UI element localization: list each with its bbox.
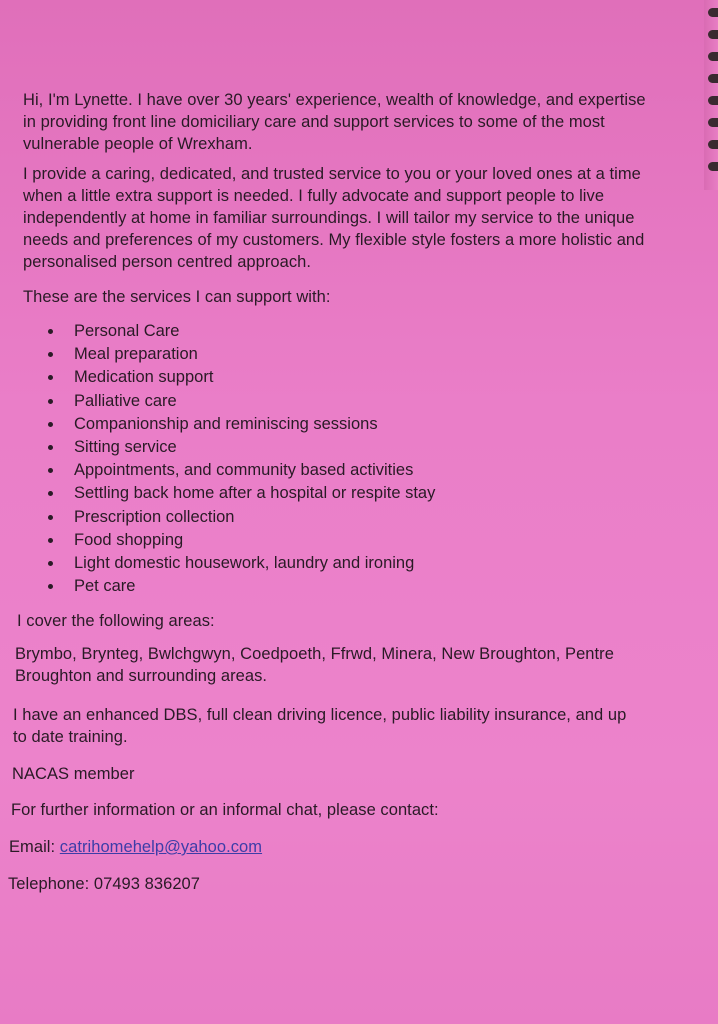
service-label: Meal preparation [74, 345, 198, 364]
bullet-icon [48, 515, 53, 520]
intro-line: Hi, I'm Lynette. I have over 30 years' experience, wealth of knowledge, and expertise [23, 91, 646, 109]
email-label: Email: [9, 838, 56, 856]
service-label: Food shopping [74, 530, 184, 549]
service-label: Prescription collection [74, 507, 235, 526]
bullet-icon [48, 445, 53, 450]
service-label: Appointments, and community based activities [74, 461, 414, 480]
email-line [9, 836, 262, 858]
telephone-text: Telephone: 07493 836207 [8, 875, 200, 893]
service-label: Sitting service [74, 437, 177, 456]
service-label: Companionship and reminiscing sessions [74, 414, 378, 433]
bullet-icon [48, 561, 53, 566]
bullet-icon [48, 399, 53, 404]
intro-line: vulnerable people of Wrexham. [23, 135, 253, 153]
email-link[interactable]: catrihomehelp@yahoo.com [59, 838, 263, 856]
services-heading: These are the services I can support with: [23, 288, 331, 306]
bullet-icon [48, 538, 53, 543]
areas-line: Broughton and surrounding areas. [15, 667, 268, 685]
about-line: when a little extra support is needed. I fully advocate and support people to live [23, 187, 605, 205]
about-paragraph [23, 163, 644, 273]
membership-text: NACAS member [12, 765, 135, 783]
credentials-line: I have an enhanced DBS, full clean driving licence, public liability insurance, and up [13, 706, 627, 724]
bullet-icon [48, 584, 53, 589]
bullet-icon [48, 329, 53, 334]
about-line: independently at home in familiar surroundings. I will tailor my service to the unique [23, 209, 635, 227]
about-line: personalised person centred approach. [23, 253, 312, 271]
bullet-icon [48, 422, 53, 427]
service-label: Light domestic housework, laundry and ironing [74, 553, 415, 572]
bullet-icon [48, 352, 53, 357]
about-line: needs and preferences of my customers. My flexible style fosters a more holistic and [23, 231, 645, 249]
bullet-icon [48, 468, 53, 473]
areas-line: Brymbo, Brynteg, Bwlchgwyn, Coedpoeth, Ffrwd, Minera, New Broughton, Pentre [15, 645, 614, 663]
bullet-icon [48, 491, 53, 496]
service-label: Palliative care [74, 391, 177, 410]
intro-paragraph [23, 89, 646, 155]
intro-line: in providing front line domiciliary care and support services to some of the most [23, 113, 605, 131]
contact-heading: For further information or an informal chat, please contact: [11, 801, 439, 819]
service-label: Pet care [74, 577, 136, 596]
service-label: Personal Care [74, 322, 180, 340]
about-line: I provide a caring, dedicated, and trusted service to you or your loved ones at a time [23, 165, 641, 183]
bullet-icon [48, 375, 53, 380]
credentials-paragraph [13, 704, 626, 748]
service-label: Settling back home after a hospital or respite stay [74, 484, 436, 503]
credentials-line: to date training. [13, 728, 128, 746]
areas-paragraph [15, 643, 614, 687]
areas-heading: I cover the following areas: [17, 612, 215, 630]
service-label: Medication support [74, 368, 214, 387]
